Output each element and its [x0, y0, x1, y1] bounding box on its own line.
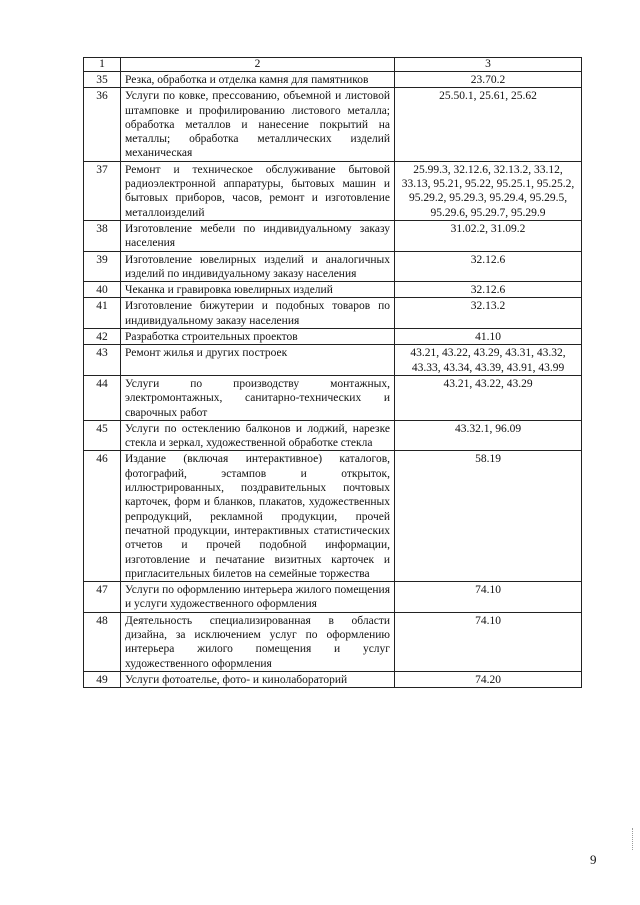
row-number: 40 [84, 282, 121, 298]
row-number: 36 [84, 88, 121, 161]
row-number: 37 [84, 161, 121, 220]
table-row [84, 220, 582, 251]
service-description: Деятельность специализированная в области дизайна, за исключением услуг по оформлению интерьера жилого помещения и услуг художественного оформления [121, 612, 395, 671]
table-row [84, 451, 582, 582]
okved-codes: 74.20 [395, 671, 582, 687]
table-row [84, 671, 582, 687]
okved-codes: 32.12.6 [395, 282, 582, 298]
row-number: 44 [84, 375, 121, 420]
row-number: 49 [84, 671, 121, 687]
service-description: Изготовление ювелирных изделий и аналогичных изделий по индивидуальному заказу населения [121, 251, 395, 282]
row-number: 41 [84, 298, 121, 329]
table-header-row [84, 58, 582, 72]
table-row [84, 612, 582, 671]
service-description: Резка, обработка и отделка камня для памятников [121, 72, 395, 88]
row-number: 35 [84, 72, 121, 88]
table-row [84, 282, 582, 298]
okved-codes: 74.10 [395, 582, 582, 613]
okved-codes: 74.10 [395, 612, 582, 671]
row-number: 47 [84, 582, 121, 613]
header-col-2: 2 [121, 58, 395, 72]
okved-codes: 32.13.2 [395, 298, 582, 329]
row-number: 45 [84, 420, 121, 451]
header-col-1: 1 [84, 58, 121, 72]
okved-codes: 43.21, 43.22, 43.29 [395, 375, 582, 420]
table-row [84, 345, 582, 376]
okved-codes: 25.50.1, 25.61, 25.62 [395, 88, 582, 161]
table-row [84, 88, 582, 161]
service-description: Услуги по оформлению интерьера жилого помещения и услуги художественного оформления [121, 582, 395, 613]
okved-codes: 32.12.6 [395, 251, 582, 282]
row-number: 42 [84, 329, 121, 345]
table-row [84, 420, 582, 451]
service-description: Услуги фотоателье, фото- и кинолабораторий [121, 671, 395, 687]
service-description: Издание (включая интерактивное) каталогов, фотографий, эстампов и открыток, иллюстрированных, поздравительных почтовых карточек, форм и бланков, плакатов, художественных репродукций, рекламной продукции, прочей печатной продукции, интерактивных статистических отчетов и прочей подобной информации, изготовление и печатание визитных карточек и пригласительных билетов на семейные торжества [121, 451, 395, 582]
row-number: 43 [84, 345, 121, 376]
services-table [83, 57, 582, 688]
okved-codes: 58.19 [395, 451, 582, 582]
table-row [84, 582, 582, 613]
service-description: Чеканка и гравировка ювелирных изделий [121, 282, 395, 298]
table-row [84, 298, 582, 329]
table-row [84, 329, 582, 345]
table-row [84, 161, 582, 220]
okved-codes: 43.21, 43.22, 43.29, 43.31, 43.32, 43.33, 43.34, 43.39, 43.91, 43.99 [395, 345, 582, 376]
service-description: Изготовление мебели по индивидуальному заказу населения [121, 220, 395, 251]
okved-codes: 43.32.1, 96.09 [395, 420, 582, 451]
okved-codes: 23.70.2 [395, 72, 582, 88]
service-description: Услуги по ковке, прессованию, объемной и листовой штамповке и профилированию листового металла; обработка металлов и нанесение покрытий на металлы; обработка металлических изделий механическая [121, 88, 395, 161]
service-description: Изготовление бижутерии и подобных товаров по индивидуальному заказу населения [121, 298, 395, 329]
service-description: Ремонт и техническое обслуживание бытовой радиоэлектронной аппаратуры, бытовых машин и бытовых приборов, часов, ремонт и изготовление металлоизделий [121, 161, 395, 220]
okved-codes: 31.02.2, 31.09.2 [395, 220, 582, 251]
table-row [84, 72, 582, 88]
okved-codes: 41.10 [395, 329, 582, 345]
row-number: 39 [84, 251, 121, 282]
header-col-3: 3 [395, 58, 582, 72]
table-row [84, 251, 582, 282]
page-number: 9 [590, 852, 597, 867]
table-row [84, 375, 582, 420]
row-number: 38 [84, 220, 121, 251]
service-description: Разработка строительных проектов [121, 329, 395, 345]
okved-codes: 25.99.3, 32.12.6, 32.13.2, 33.12, 33.13, 95.21, 95.22, 95.25.1, 95.25.2, 95.29.2, 95.29.3, 95.29.4, 95.29.5, 95.29.6, 95.29.7, 95.29.9 [395, 161, 582, 220]
service-description: Ремонт жилья и других построек [121, 345, 395, 376]
scan-edge-mark [632, 828, 635, 850]
service-description: Услуги по производству монтажных, электромонтажных, санитарно-технических и сварочных работ [121, 375, 395, 420]
service-description: Услуги по остеклению балконов и лоджий, нарезке стекла и зеркал, художественной обработке стекла [121, 420, 395, 451]
row-number: 48 [84, 612, 121, 671]
row-number: 46 [84, 451, 121, 582]
